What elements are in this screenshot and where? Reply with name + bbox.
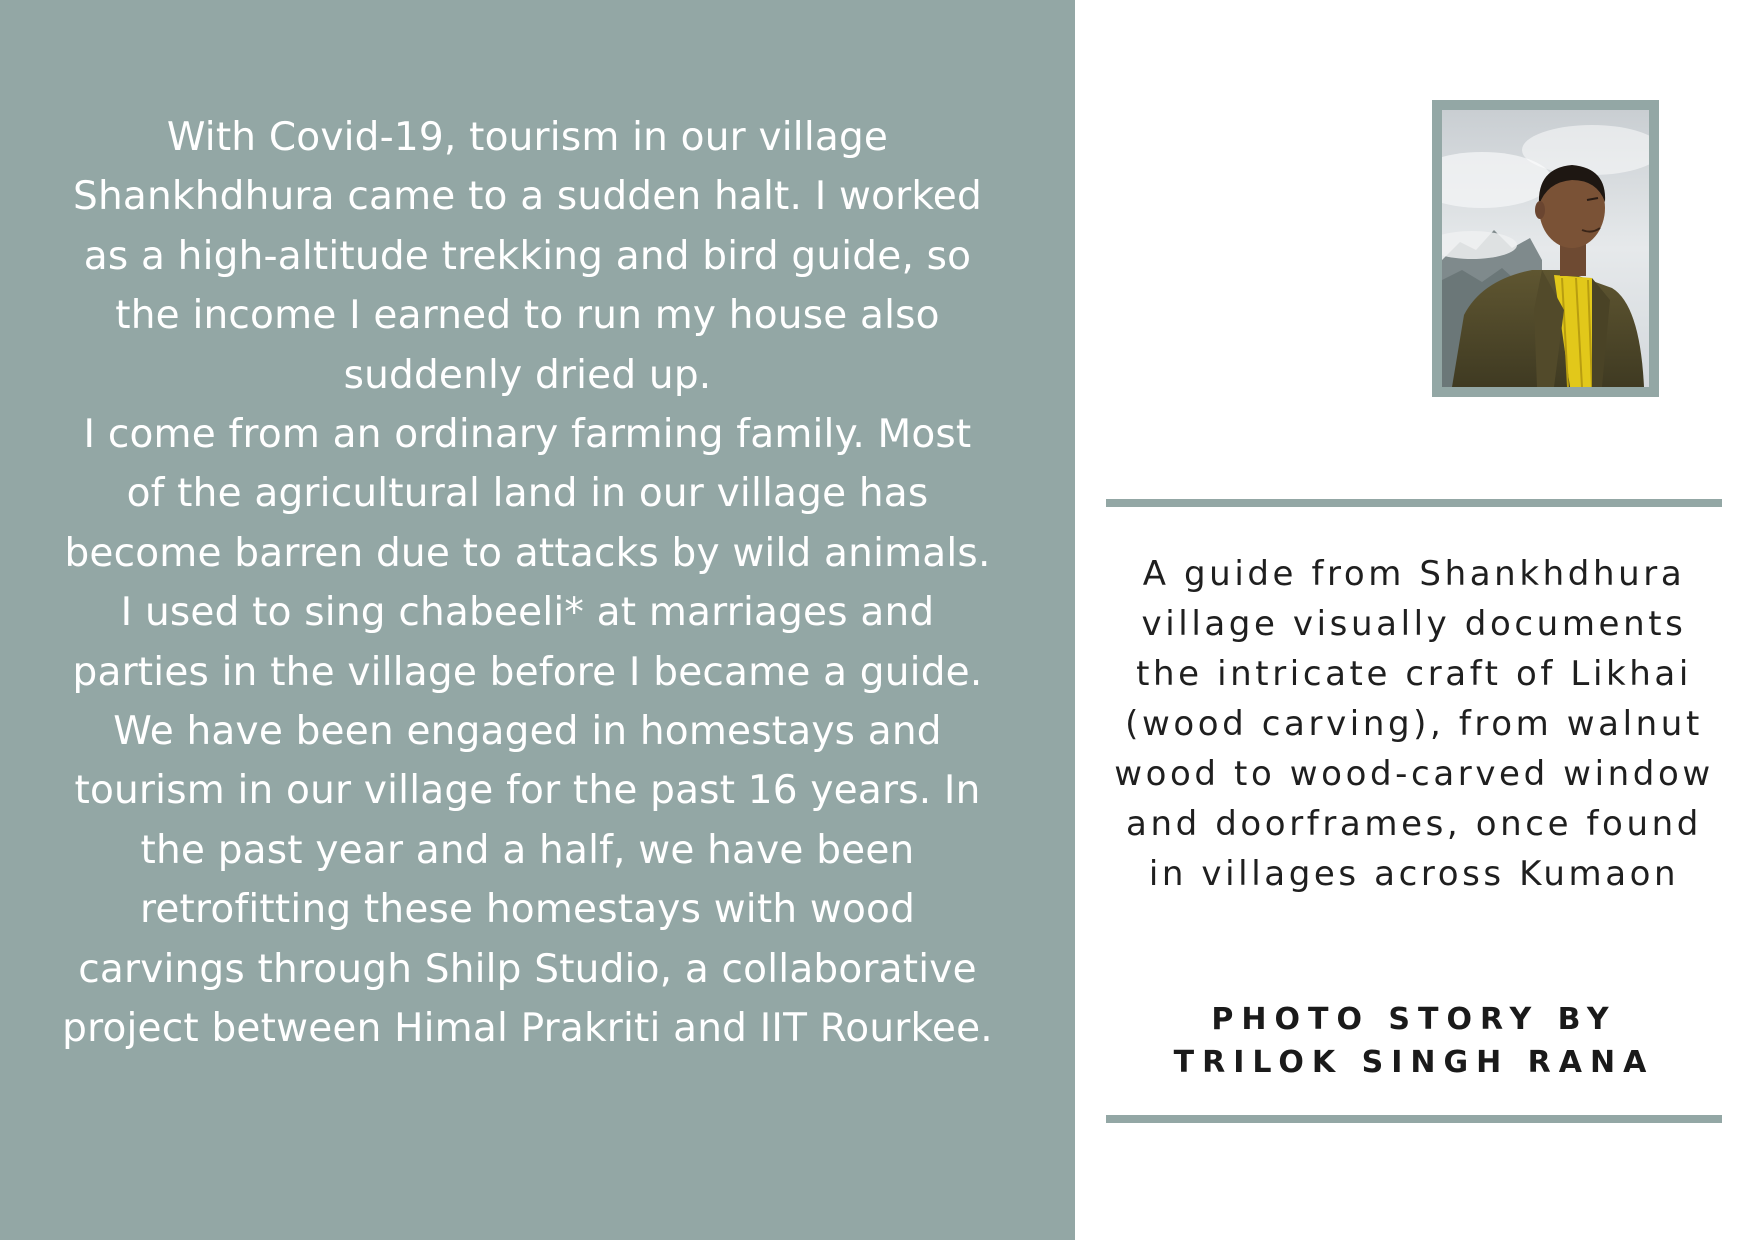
guide-portrait-frame (1432, 100, 1659, 397)
caption-bottom-rule (1106, 1115, 1722, 1123)
photo-credit (1106, 998, 1722, 1084)
story-paragraph-1: With Covid-19, tourism in our village Shankhdhura came to a sudden halt. I worked as a high-altitude trekking and bird guide, so the income I earned to run my house also suddenly dried up. (73, 115, 982, 398)
credit-author: TRILOK SINGH RANA (1173, 1045, 1655, 1080)
story-paragraph-2: I come from an ordinary farming family. Most of the agricultural land in our village has become barren due to attacks by wild animals. I used to sing chabeeli* at marriages and parties in the village before I became a guide. We have been engaged in homestays and tourism in our village for the past 16 years. In the past year and a half, we have been retrofitting these homestays with wood carvings through Shilp Studio, a collaborative project between Himal Prakriti and IIT Rourkee. (62, 412, 993, 1052)
story-text (60, 108, 995, 1059)
credit-line-1: PHOTO STORY BY (1211, 1002, 1617, 1037)
photo-caption: A guide from Shankhdhura village visually documents the intricate craft of Likhai (wood carving), from walnut wood to wood-carved window and doorframes, once found in villages across Kumaon (1114, 554, 1714, 894)
guide-portrait-photo (1442, 110, 1649, 387)
caption-top-rule (1106, 499, 1722, 507)
